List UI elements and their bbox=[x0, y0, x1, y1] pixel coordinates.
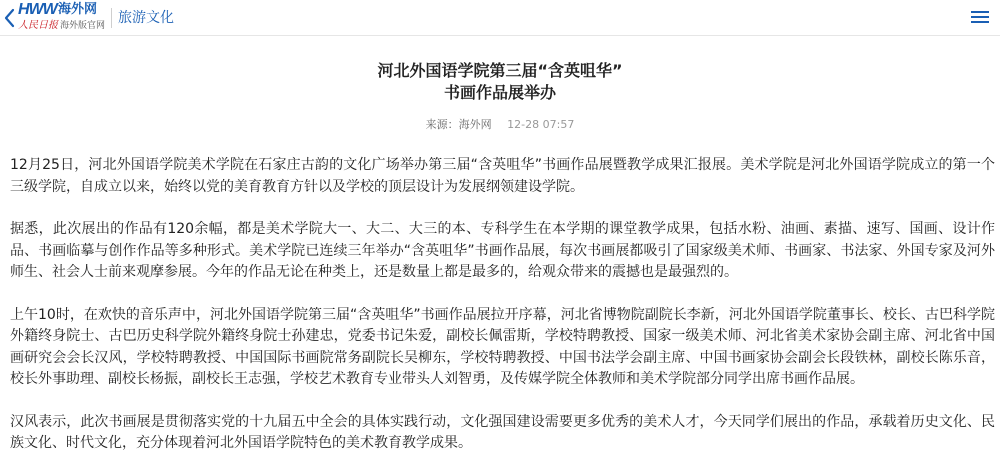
article-timestamp: 12-28 07:57 bbox=[507, 118, 575, 131]
article-paragraph: 汉风表示，此次书画展是贯彻落实党的十九届五中全会的具体实践行动，文化强国建设需要更多优秀的美术人才，今天同学们展出的作品，承载着历史文化、民族文化、时代文化，充分体现着河北外国语学院特色的美术教育教学成果。 bbox=[10, 413, 995, 451]
logo-wordmark: HWW bbox=[18, 1, 57, 18]
article-body bbox=[10, 155, 995, 476]
article-source: 来源：海外网 bbox=[425, 118, 492, 131]
chevron-left-icon bbox=[2, 7, 18, 29]
article-meta bbox=[0, 118, 1000, 132]
article-title-line-2: 书画作品展举办 bbox=[443, 83, 556, 102]
logo-people-daily: 人民日报 bbox=[18, 20, 58, 31]
header-divider bbox=[111, 8, 112, 28]
article-paragraph: 上午10时，在欢快的音乐声中，河北外国语学院第三届“含英咀华”书画作品展拉开序幕，河北省博物院副院长李新，河北外国语学院董事长、校长、古巴科学院外籍终身院士、古巴历史科学院外籍终身院士孙建忠，党委书记朱爱，副校长佩雷斯，学校特聘教授、国家一级美术师、河北省美术家协会副主席、河北省中国画研究会会长汉风，学校特聘教授、中国国际书画院常务副院长吴柳东，学校特聘教授、中国书法学会副主席、中国书画家协会副会长段铁林，副校长陈乐音，校长外事助理、副校长杨振，副校长王志强，学校艺术教育专业带头人刘智勇，及传媒学院全体教师和美术学院部分同学出席书画作品展。 bbox=[10, 306, 995, 387]
article-title-line-1: 河北外国语学院第三届“含英咀华” bbox=[377, 61, 623, 80]
logo-subtitle: 海外版官网 bbox=[60, 21, 106, 31]
article-paragraph: 据悉，此次展出的作品有120余幅，都是美术学院大一、大二、大三的本、专科学生在本学期的课堂教学成果，包括水粉、油画、素描、速写、国画、设计作品、书画临摹与创作作品等多种形式。美术学院已连续三年举办“含英咀华”书画作品展，每次书画展都吸引了国家级美术师、书画家、书法家、外国专家及河外师生、社会人士前来观摩参展。今年的作品无论在种类上，还是数量上都是最多的，给观众带来的震撼也是最强烈的。 bbox=[10, 221, 995, 280]
hamburger-menu-icon bbox=[970, 11, 990, 23]
back-button[interactable] bbox=[2, 7, 18, 29]
site-logo[interactable] bbox=[18, 1, 104, 34]
menu-button[interactable] bbox=[970, 8, 990, 26]
top-navigation-bar bbox=[0, 0, 1000, 36]
logo-chinese-name: 海外网 bbox=[58, 2, 98, 17]
article-paragraph: 12月25日，河北外国语学院美术学院在石家庄古韵的文化广场举办第三届“含英咀华”书画作品展暨教学成果汇报展。美术学院是河北外国语学院成立的第一个三级学院，自成立以来，始终以党的美育教育方针以及学校的顶层设计为发展纲领建设学院。 bbox=[10, 157, 995, 195]
channel-link[interactable]: 旅游文化 bbox=[118, 10, 174, 26]
article-title bbox=[0, 60, 1000, 104]
